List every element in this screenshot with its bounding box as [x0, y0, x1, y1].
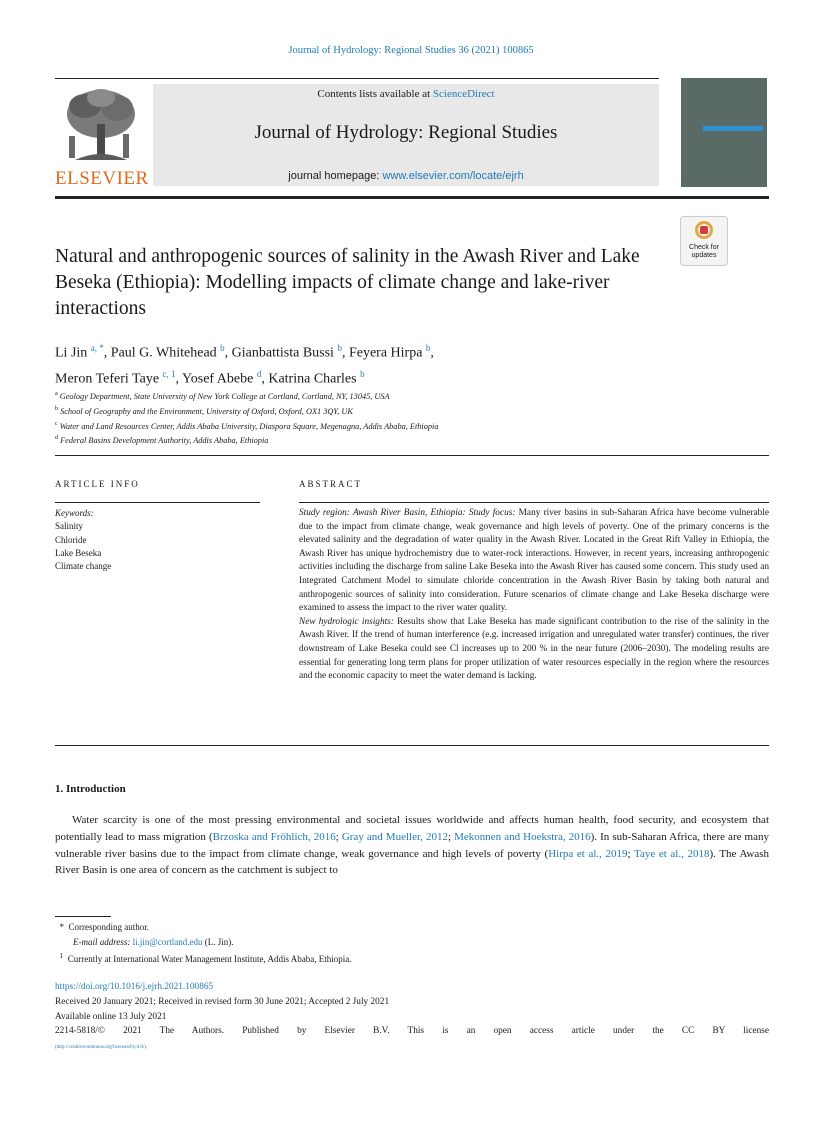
homepage-link[interactable]: www.elsevier.com/locate/ejrh — [382, 170, 524, 182]
abstract-paragraph — [299, 507, 769, 616]
email-label: E-mail address: — [73, 936, 131, 947]
citation-link[interactable]: Gray and Mueller, 2012 — [341, 830, 448, 843]
footnote-corresponding — [55, 920, 769, 935]
sciencedirect-link[interactable]: ScienceDirect — [432, 88, 495, 100]
affiliation-text: Geology Department, State University of New York College at Cortland, Cortland, NY, 13045, USA — [59, 391, 390, 401]
journal-cover-thumbnail[interactable] — [681, 78, 767, 187]
affiliation-text: School of Geography and the Environment, University of Oxford, Oxford, OX1 3QY, UK — [60, 406, 353, 416]
keyword-item: Lake Beseka — [55, 547, 102, 558]
contents-line — [153, 88, 659, 100]
abstract-heading: ABSTRACT — [299, 479, 363, 489]
doi-link[interactable]: https://doi.org/10.1016/j.ejrh.2021.100865 — [55, 982, 214, 992]
affiliation-text: Water and Land Resources Center, Addis Ababa University, Diaspora Square, Megenagna, Addis Ababa, Ethiopia — [59, 421, 439, 431]
keywords-block — [55, 507, 111, 573]
elsevier-wordmark: ELSEVIER — [55, 168, 149, 189]
footnote-divider — [55, 916, 111, 917]
body-text: ; — [447, 830, 455, 843]
affiliation-item — [55, 432, 755, 447]
email-suffix: (L. Jin). — [202, 936, 234, 947]
abstract-paragraph — [299, 616, 769, 684]
author-affiliation-mark[interactable]: b — [425, 343, 431, 353]
homepage-line — [153, 170, 659, 182]
keywords-label: Keywords: — [55, 508, 94, 518]
citation-link[interactable]: Taye et al., 2018 — [634, 847, 710, 860]
abstract-bottom-divider — [55, 745, 769, 746]
check-label-line1: Check for — [689, 244, 719, 251]
body-text: ). In sub-Saharan Africa, there are many vulnerable river basins due to the impact from climate change, weak governance and high levels of poverty ( — [55, 830, 769, 860]
footnote-text: Currently at International Water Management Institute, Addis Ababa, Ethiopia. — [67, 954, 352, 964]
author-name[interactable]: Meron Teferi Taye — [55, 371, 160, 387]
abstract-subdivider — [299, 502, 769, 503]
header-bottom-divider — [55, 196, 769, 199]
author-affiliation-mark[interactable]: b — [360, 368, 365, 379]
bookmark-icon — [700, 226, 708, 234]
keyword-item: Climate change — [55, 561, 112, 572]
author-affiliation-mark[interactable]: a, * — [90, 343, 104, 353]
article-info-heading: ARTICLE INFO — [55, 479, 140, 489]
journal-cover-band — [703, 126, 763, 131]
author-affiliation-mark[interactable]: b — [220, 343, 225, 353]
affiliation-mark: b — [55, 405, 58, 412]
author-name[interactable]: Katrina Charles — [268, 371, 357, 387]
footnote-mark: 1 — [59, 951, 64, 960]
keyword-item: Salinity — [55, 521, 84, 532]
article-info-divider — [55, 455, 769, 456]
check-for-updates-label — [681, 244, 727, 260]
received-dates: Received 20 January 2021; Received in revised form 30 June 2021; Accepted 2 July 2021 — [55, 996, 390, 1007]
abstract-text: Many river basins in sub-Saharan Africa have become vulnerable due to the impact from climate change, weak governance and high levels of poverty. One of the primary concerns is the elevated salinity and the degradation of water quality in the Awash River. Located in the Great Rift Valley in Ethiopia, the Awash River has unique hydrochemistry due to water-rock interactions. However, in recent years, increasing anthropogenic activities including the discharge from saline Lake Beseka into the Awash River has caused some concern. This study used an Integrated Catchment Model to simulate chloride concentration in the Awash River Basin by taking both natural and anthropogenic sources of salinity into consideration. Future scenarios of climate change and Lake Beseka discharge were examined to assess the impact to the river water quality. — [299, 508, 769, 614]
article-title: Natural and anthropogenic sources of salinity in the Awash River and Lake Beseka (Ethiopia): Modelling impacts of climate change and lake-river interactions — [55, 246, 640, 319]
section-heading-introduction: 1. Introduction — [55, 783, 126, 795]
license-statement: 2214-5818/© 2021 The Authors. Published by Elsevier B.V. This is an open access article under the CC BY license — [55, 1026, 769, 1037]
citation-link[interactable]: Hirpa et al., 2019 — [548, 847, 628, 860]
affiliation-list — [55, 388, 755, 447]
homepage-prefix: journal homepage: — [288, 170, 383, 182]
footnotes-block — [55, 920, 769, 967]
author-name[interactable]: Feyera Hirpa — [348, 345, 423, 361]
available-online: Available online 13 July 2021 — [55, 1011, 167, 1022]
author-name[interactable]: Gianbattista Bussi — [231, 345, 334, 361]
check-label-line2: updates — [691, 252, 717, 259]
author-affiliation-mark[interactable]: b — [337, 343, 342, 353]
article-info-subdivider — [55, 502, 260, 503]
introduction-paragraph — [55, 812, 769, 879]
license-link[interactable]: (http://creativecommons.org/licenses/by/4.0/). — [55, 1045, 148, 1051]
author-name[interactable]: Li Jin — [55, 345, 88, 361]
citation-link[interactable]: Brzoska and Fröhlich, 2016 — [212, 830, 336, 843]
footnote-email — [55, 935, 769, 950]
publication-info-block — [55, 980, 769, 1054]
author-list: Li Jin $^{a, *}$, Paul G. Whitehead $^b$, Gianbattista Bussi $^b$, Feyera Hirpa $^b$, Meron Teferi Taye $^{c, 1}$, Yosef Abebe $^d$, Katrina Charles $^b$ — [55, 343, 434, 387]
body-text: Water scarcity is one of the most pressing environmental and societal issues worldwide and affects human health, food security, and ecosystem that potentially lead to mass migration ( — [55, 814, 769, 843]
author-name[interactable]: Yosef Abebe — [182, 371, 254, 387]
abstract-body — [299, 507, 769, 684]
body-text: ; — [627, 847, 635, 860]
author-affiliation-mark[interactable]: d — [256, 368, 262, 379]
author-affiliation-mark[interactable]: c, 1 — [162, 368, 176, 379]
journal-name: Journal of Hydrology: Regional Studies — [254, 122, 558, 143]
email-link[interactable]: li.jin@cortland.edu — [132, 936, 203, 947]
footnote-mark: * — [59, 922, 64, 932]
abstract-label: Study region: Awash River Basin, Ethiopia: Study focus: — [299, 508, 516, 518]
affiliation-item — [55, 388, 755, 403]
affiliation-item — [55, 418, 755, 433]
body-text: ). The Awash River Basin is one area of concern as the catchment is subject to — [55, 847, 770, 877]
contents-prefix: Contents lists available at — [317, 88, 433, 100]
body-text: ; — [335, 830, 342, 843]
abstract-text: Results show that Lake Beseka has made significant contribution to the rise of the salinity in the Awash River. If the trend of human interference (e.g. increased irrigation and unregulated water transfer) continues, the river downstream of Lake Beseka could see Cl increases up to 200 % in the near future (2006–2030). The modeling results are essential for generating long term plans for proper utilization of water resources especially in the region where the resources and the economic capacity to meet the water demand is lacking. — [299, 616, 770, 682]
affiliation-mark: a — [55, 391, 58, 397]
abstract-label: New hydrologic insights: — [299, 616, 394, 627]
citation-link[interactable]: Mekonnen and Hoekstra, 2016 — [454, 830, 591, 843]
affiliation-item — [55, 403, 755, 418]
affiliation-text: Federal Basins Development Authority, Addis Ababa, Ethiopia — [60, 436, 269, 446]
affiliation-mark: d — [55, 435, 58, 442]
footnote-current-address — [55, 949, 769, 967]
footnote-text: Corresponding author. — [68, 922, 149, 932]
header-top-divider — [55, 78, 659, 79]
author-name[interactable]: Paul G. Whitehead — [110, 345, 217, 361]
keyword-item: Chloride — [55, 534, 87, 545]
journal-reference[interactable]: Journal of Hydrology: Regional Studies 36 (2021) 100865 — [288, 45, 534, 56]
affiliation-mark: c — [55, 420, 58, 427]
